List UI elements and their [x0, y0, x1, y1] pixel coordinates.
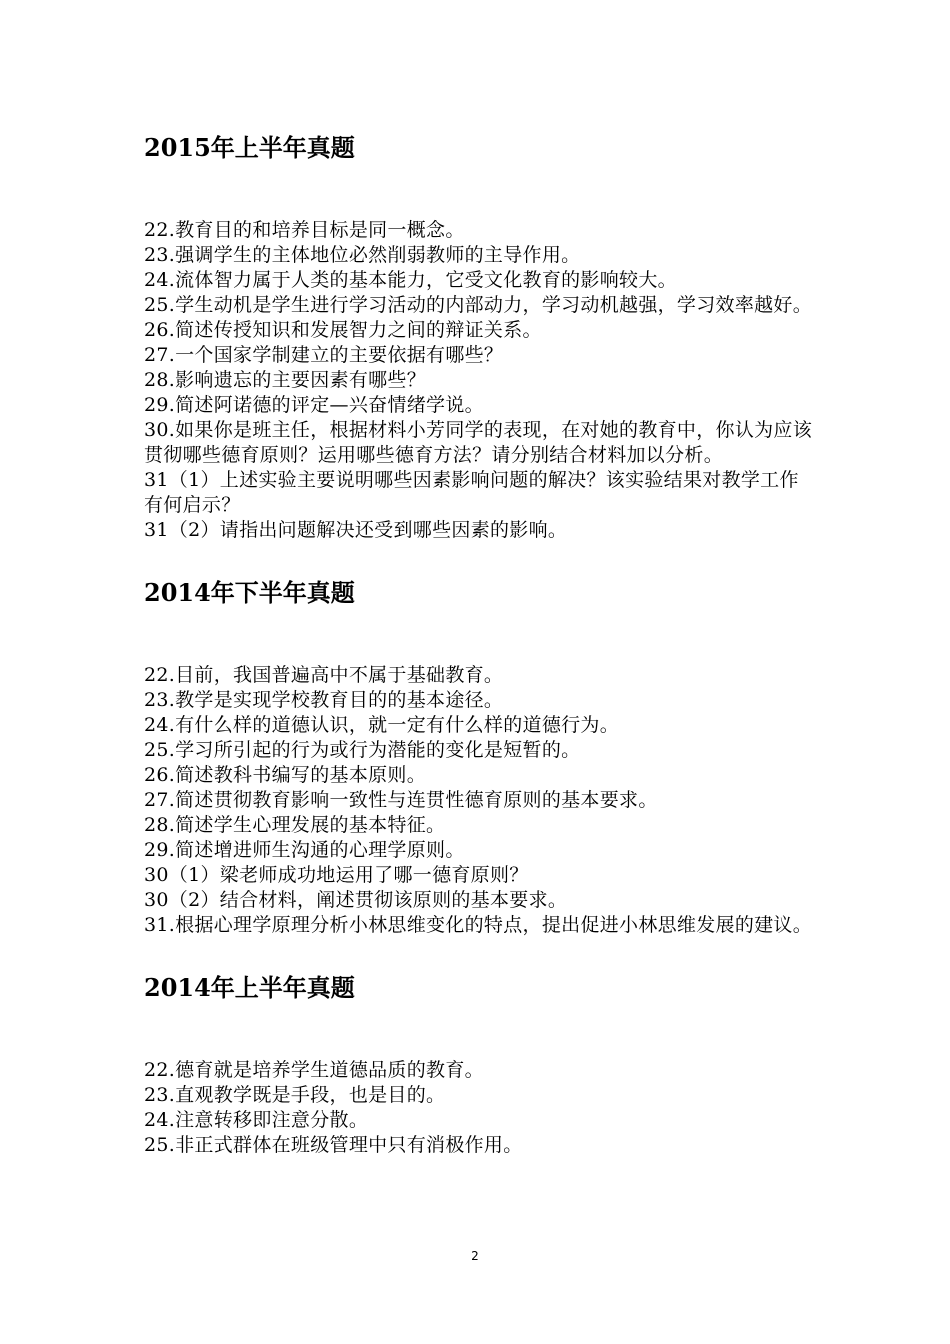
question-item: 25.非正式群体在班级管理中只有消极作用。 — [144, 1134, 523, 1156]
section-gap — [144, 938, 814, 968]
question-item: 23.强调学生的主体地位必然削弱教师的主导作用。 — [144, 244, 581, 266]
question-item: 25.学习所引起的行为或行为潜能的变化是短暂的。 — [144, 739, 581, 761]
question-item: 25.学生动机是学生进行学习活动的内部动力，学习动机越强，学习效率越好。 — [144, 294, 813, 316]
question-item: 22.德育就是培养学生道德品质的教育。 — [144, 1059, 484, 1081]
question-item: 23.教学是实现学校教育目的的基本途径。 — [144, 689, 504, 711]
question-item: 28.影响遗忘的主要因素有哪些？ — [144, 369, 427, 391]
section-gap — [144, 543, 814, 573]
page-content — [144, 128, 814, 1158]
question-item: 22.教育目的和培养目标是同一概念。 — [144, 219, 465, 241]
question-item: 30（2）结合材料，阐述贯彻该原则的基本要求。 — [144, 889, 568, 911]
section-title-2014-second-half: 2014年下半年真题 — [144, 578, 355, 607]
section-title-2014-first-half: 2014年上半年真题 — [144, 973, 355, 1002]
question-item: 31（1）上述实验主要说明哪些因素影响问题的解决？该实验结果对教学工作有何启示？ — [144, 469, 799, 516]
question-item: 30（1）梁老师成功地运用了哪一德育原则？ — [144, 864, 529, 886]
question-list-2015-first-half — [144, 218, 814, 543]
question-item: 26.简述传授知识和发展智力之间的辩证关系。 — [144, 319, 542, 341]
question-item: 23.直观教学既是手段，也是目的。 — [144, 1084, 446, 1106]
question-item: 29.简述阿诺德的评定—兴奋情绪学说。 — [144, 394, 484, 416]
question-item: 27.一个国家学制建立的主要依据有哪些？ — [144, 344, 504, 366]
section-spacer — [144, 1008, 814, 1058]
question-list-2014-first-half — [144, 1058, 814, 1158]
question-list-2014-second-half — [144, 663, 814, 938]
question-item: 30.如果你是班主任，根据材料小芳同学的表现，在对她的教育中，你认为应该贯彻哪些德育原则？运用哪些德育方法？请分别结合材料加以分析。 — [144, 419, 813, 466]
section-spacer — [144, 168, 814, 218]
question-item: 22.目前，我国普遍高中不属于基础教育。 — [144, 664, 504, 686]
question-item: 27.简述贯彻教育影响一致性与连贯性德育原则的基本要求。 — [144, 789, 658, 811]
section-title-2015-first-half: 2015年上半年真题 — [144, 133, 355, 162]
question-item: 26.简述教科书编写的基本原则。 — [144, 764, 427, 786]
page-number: 2 — [471, 1249, 479, 1263]
question-item: 24.有什么样的道德认识，就一定有什么样的道德行为。 — [144, 714, 620, 736]
question-item: 31.根据心理学原理分析小林思维变化的特点，提出促进小林思维发展的建议。 — [144, 914, 813, 936]
question-item: 28.简述学生心理发展的基本特征。 — [144, 814, 446, 836]
question-item: 31（2）请指出问题解决还受到哪些因素的影响。 — [144, 519, 568, 541]
question-item: 24.注意转移即注意分散。 — [144, 1109, 369, 1131]
section-spacer — [144, 613, 814, 663]
question-item: 24.流体智力属于人类的基本能力，它受文化教育的影响较大。 — [144, 269, 677, 291]
question-item: 29.简述增进师生沟通的心理学原则。 — [144, 839, 465, 861]
